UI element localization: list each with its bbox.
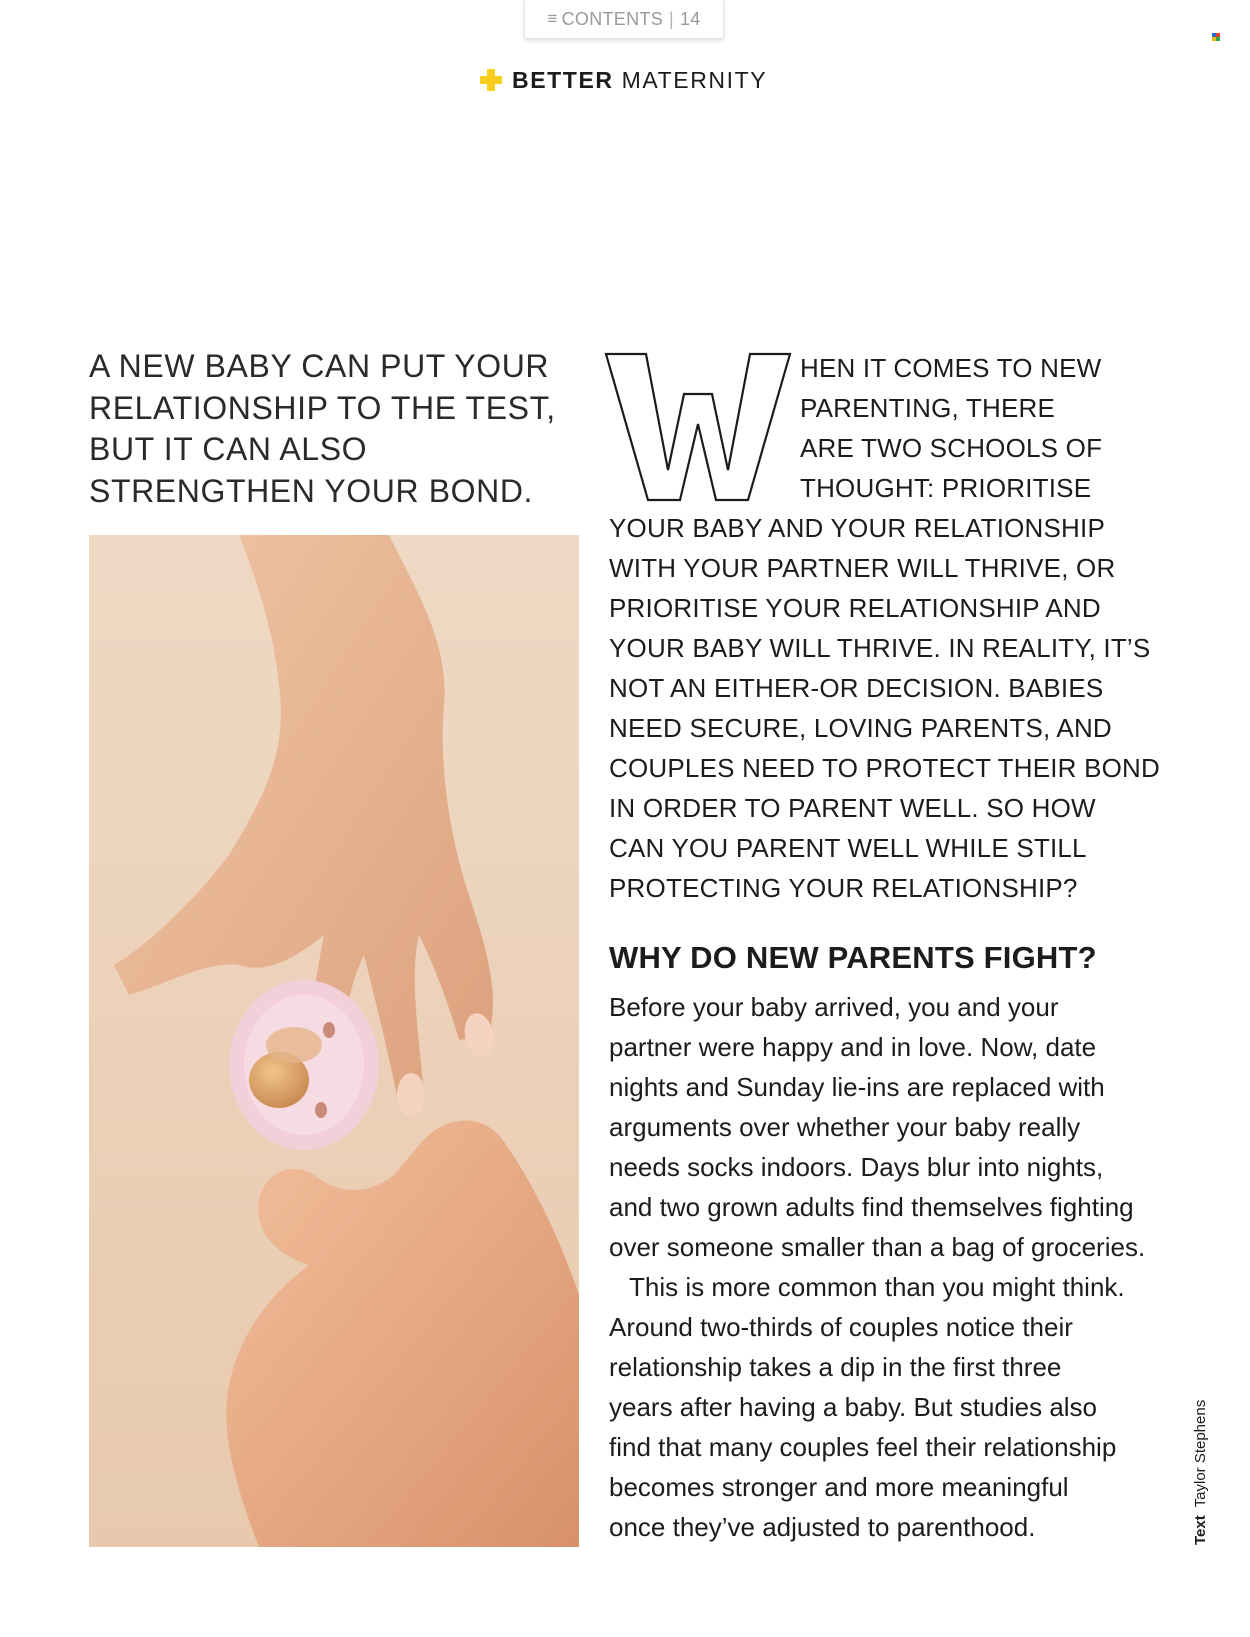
intro-line: YOUR BABY AND YOUR RELATIONSHIP: [609, 513, 1105, 543]
page-number: 14: [680, 8, 701, 29]
hamburger-icon: ≡: [547, 9, 558, 28]
intro-paragraph: [609, 348, 1169, 908]
section-label-bold: BETTER: [512, 66, 614, 93]
body-line: once they’ve adjusted to parenthood.: [609, 1512, 1036, 1542]
intro-line: HEN IT COMES TO NEW: [800, 353, 1102, 383]
body-line: needs socks indoors. Days blur into nights,: [609, 1152, 1104, 1182]
divider: |: [669, 8, 674, 29]
intro-line: YOUR BABY WILL THRIVE. IN REALITY, IT’S: [609, 633, 1151, 663]
intro-line: ARE TWO SCHOOLS OF: [800, 433, 1103, 463]
intro-line: PARENTING, THERE: [800, 393, 1056, 423]
intro-line: IN ORDER TO PARENT WELL. SO HOW: [609, 793, 1096, 823]
subheading: WHY DO NEW PARENTS FIGHT?: [609, 940, 1097, 975]
intro-line: NOT AN EITHER-OR DECISION. BABIES: [609, 673, 1104, 703]
standfirst: A NEW BABY CAN PUT YOUR RELATIONSHIP TO THE TEST, BUT IT CAN ALSO STRENGTHEN YOUR BOND.: [89, 348, 556, 509]
body-line: and two grown adults find themselves fighting: [609, 1192, 1134, 1222]
body-line: This is more common than you might think.: [629, 1272, 1125, 1302]
author-credit: [1192, 1400, 1209, 1545]
body-line: partner were happy and in love. Now, date: [609, 1032, 1097, 1062]
intro-line: WITH YOUR PARTNER WILL THRIVE, OR: [609, 553, 1116, 583]
body-line: arguments over whether your baby really: [609, 1112, 1081, 1142]
body-line: nights and Sunday lie-ins are replaced with: [609, 1072, 1105, 1102]
body-paragraphs: [609, 987, 1189, 1547]
credit-label: Text: [1192, 1515, 1209, 1545]
body-line: relationship takes a dip in the first three: [609, 1352, 1062, 1382]
intro-line: PROTECTING YOUR RELATIONSHIP?: [609, 873, 1078, 903]
contents-label: CONTENTS: [561, 8, 664, 29]
intro-line: COUPLES NEED TO PROTECT THEIR BOND: [609, 753, 1160, 783]
plus-icon: [480, 69, 502, 91]
pacifier-hands-photo: [89, 535, 579, 1547]
corner-logo-icon: [1212, 33, 1220, 41]
intro-line: CAN YOU PARENT WELL WHILE STILL: [609, 833, 1087, 863]
contents-button[interactable]: [524, 0, 724, 39]
body-line: Before your baby arrived, you and your: [609, 992, 1059, 1022]
body-line: years after having a baby. But studies also: [609, 1392, 1098, 1422]
body-line: Around two-thirds of couples notice their: [609, 1312, 1073, 1342]
section-header: [480, 64, 767, 96]
credit-name: Taylor Stephens: [1192, 1399, 1209, 1508]
intro-line: PRIORITISE YOUR RELATIONSHIP AND: [609, 593, 1101, 623]
body-line: over someone smaller than a bag of groceries.: [609, 1232, 1146, 1262]
body-line: find that many couples feel their relationship: [609, 1432, 1117, 1462]
intro-line: NEED SECURE, LOVING PARENTS, AND: [609, 713, 1112, 743]
section-label: MATERNITY: [621, 66, 768, 93]
body-line: becomes stronger and more meaningful: [609, 1472, 1069, 1502]
intro-line: THOUGHT: PRIORITISE: [800, 473, 1092, 503]
